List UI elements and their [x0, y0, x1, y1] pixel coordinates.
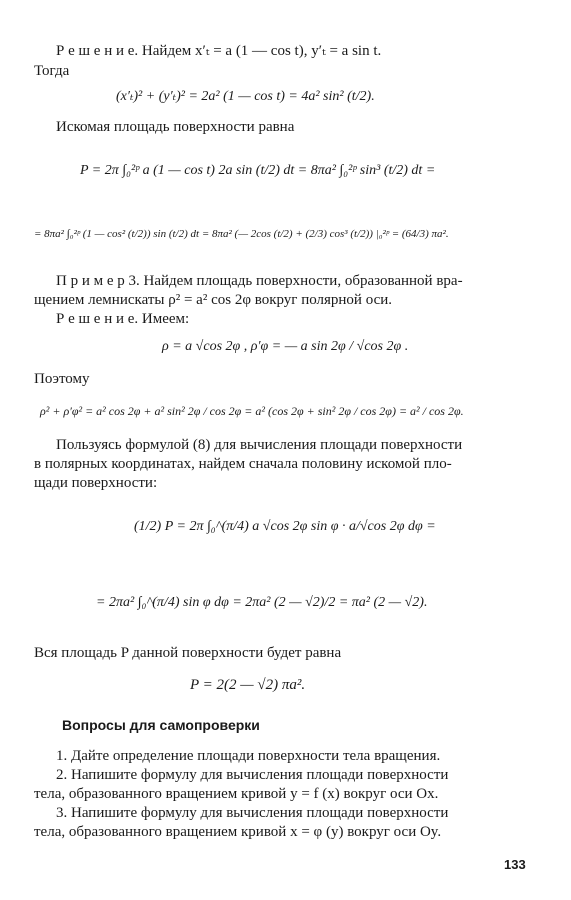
section-heading: Вопросы для самопроверки [62, 717, 260, 733]
equation-8: P = 2(2 — √2) πa². [190, 677, 306, 693]
total-area-text: Вся площадь P данной поверхности будет равна [34, 645, 342, 661]
paragraph-line-2: в полярных координатах, найдем сначала половину искомой пло- [34, 456, 452, 472]
question-1: 1. Дайте определение площади поверхности тела вращения. [56, 748, 441, 764]
paragraph-line-3: щади поверхности: [34, 475, 158, 491]
question-3-line-2: тела, образованного вращением кривой x = φ (y) вокруг оси Oy. [34, 824, 442, 840]
therefore-word: Поэтому [34, 371, 90, 387]
solution-2-line: Р е ш е н и е. Имеем: [56, 311, 190, 327]
equation-2: P = 2π ∫₀²ᵖ a (1 — cos t) 2a sin (t/2) dt = 8πa² ∫₀²ᵖ sin³ (t/2) dt = [80, 163, 436, 178]
equation-4: ρ = a √cos 2φ , ρ′φ = — a sin 2φ / √cos 2φ . [162, 339, 409, 354]
question-2-line-1: 2. Напишите формулу для вычисления площади поверхности [56, 767, 449, 783]
solution-1-line: Р е ш е н и е. Найдем x′ₜ = a (1 — cos t), y′ₜ = a sin t. [56, 43, 382, 59]
example-3-line-2: щением лемнискаты ρ² = a² cos 2φ вокруг полярной оси. [34, 292, 393, 308]
paragraph-line-1: Пользуясь формулой (8) для вычисления площади поверхности [56, 437, 463, 453]
page-number: 133 [504, 857, 526, 872]
equation-1: (x′ₜ)² + (y′ₜ)² = 2a² (1 — cos t) = 4a² sin² (t/2). [116, 89, 375, 104]
question-3-line-1: 3. Напишите формулу для вычисления площади поверхности [56, 805, 449, 821]
equation-3: = 8πa² ∫₀²ᵖ (1 — cos² (t/2)) sin (t/2) dt = 8πa² (— 2cos (t/2) + (2/3) cos³ (t/2)) |₀²ᵖ = (64/3) πa². [34, 228, 449, 240]
example-3-line-1: П р и м е р 3. Найдем площадь поверхности, образованной вра- [56, 273, 463, 289]
equation-7: = 2πa² ∫₀^(π/4) sin φ dφ = 2πa² (2 — √2)/2 = πa² (2 — √2). [96, 595, 428, 610]
then-word: Тогда [34, 63, 70, 79]
area-text: Искомая площадь поверхности равна [56, 119, 295, 135]
equation-6: (1/2) P = 2π ∫₀^(π/4) a √cos 2φ sin φ · a/√cos 2φ dφ = [134, 519, 436, 534]
question-2-line-2: тела, образованного вращением кривой y = f (x) вокруг оси Ox. [34, 786, 439, 802]
equation-5: ρ² + ρ′φ² = a² cos 2φ + a² sin² 2φ / cos 2φ = a² (cos 2φ + sin² 2φ / cos 2φ) = a² / cos 2φ. [40, 404, 464, 418]
